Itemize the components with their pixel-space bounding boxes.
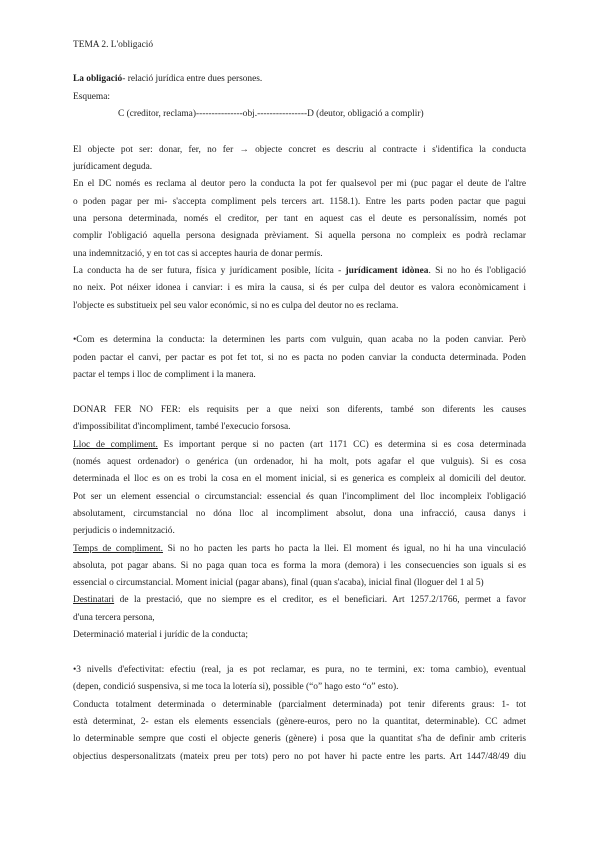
- paragraph-line: objectius despersonalitzats (mateix preu per tots) pero no pot haver hi pacte entre les parts. Art 1447/48/49 diu: [73, 752, 526, 762]
- definition-text: - relació jurídica entre dues persones.: [122, 74, 263, 84]
- paragraph-line: d'una tercera persona,: [73, 613, 155, 623]
- temps-heading-line: [73, 541, 526, 558]
- idonea-lead: La conducta ha de ser futura, física y jurídicament posible, lícita -: [73, 266, 346, 276]
- paragraph-line: •Com es determina la conducta: la determinen les parts com vulguin, quan acaba no la poden canviar. Però: [73, 335, 526, 345]
- paragraph-line: pactar el temps i lloc de compliment i la manera.: [73, 370, 256, 380]
- paragraph-line: absolutament, circumstancial no dóna lloc al incompliment absolut, dona una infracció, causa danys i: [73, 509, 526, 519]
- paragraph-line: Pot ser un element essencial o circumstancial: essencial és quan l'incompliment del lloc incompleix l'obligació: [73, 492, 526, 502]
- definition-term: La obligació: [73, 74, 123, 84]
- paragraph-line: essencial o circumstancial. Moment inicial (pagar abans), final (quan s'acaba), inicial final (lloguer del 1 al 5): [73, 578, 484, 588]
- paragraph-line: El objecte pot ser: donar, fer, no fer → objecte concret es descriu al contracte i s'identifica la conducta: [73, 145, 526, 155]
- paragraph-line: Conducta totalment determinada o determinable (parcialment determinada) pot tenir diferents graus: 1- tot: [73, 700, 526, 710]
- destinatari-intro: de la prestació, que no siempre es el creditor, es el beneficiari. Art 1257.2/1766, permet a favor: [114, 595, 526, 605]
- paragraph-line: complir l'obligació aquella persona designada prèviament. Si aquella persona no compleix es podrà reclamar: [73, 231, 526, 241]
- idonea-tail: . Si no ho és l'obligació: [428, 266, 526, 276]
- paragraph-line: (només aquest ordenador) o genérica (un ordenador, hi ha molt, pots agafar el que vulguis). Si es cosa: [73, 457, 526, 467]
- temps-intro: Si no ho pacten les parts ho pacta la llei. El moment és igual, no hi ha una vinculació: [163, 544, 526, 554]
- paragraph-line: En el DC només es reclama al deutor pero la conducta la pot fer qualsevol per mi (puc pagar el deute de l'altre: [73, 179, 526, 189]
- paragraph-line: poden pactar el canvi, per pactar es pot fet tot, si no es pacta no poden canviar la conducta determinada. Poden: [73, 353, 526, 363]
- destinatari-title: Destinatari: [73, 595, 115, 605]
- paragraph-line: DONAR FER NO FER: els requisits per a que neixi son diferents, també son diferents les causes: [73, 405, 526, 415]
- paragraph-line: no neix. Pot néixer idonea i canviar: i es mira la causa, si és per culpa del deutor es valora econòmicament i: [73, 283, 526, 293]
- paragraph-line: una indemnització, y en tot cas si acceptes hauria de donar permís.: [73, 249, 323, 259]
- idonea-term: jurídicament idònea: [345, 266, 429, 276]
- paragraph-line: determinada el lloc es on es trobi la cosa en el moment inicial, si es generica es compleix al domicili del deutor.: [73, 474, 526, 484]
- paragraph-line: l'objecte es substitueix pel seu valor económic, si no es culpa del deutor no es reclama.: [73, 301, 399, 311]
- paragraph-line: absoluta, pot pagar abans. Si no paga quan toca es forma la mora (demora) i les consecuencies son iguals si es: [73, 561, 526, 571]
- schema-line: C (creditor, reclama)---------------obj.----------------D (deutor, obligació a complir): [118, 109, 424, 119]
- paragraph-line: està determinat, 2- estan els elements essencials (gènere-euros, pero no la quantitat, determinable). CC admet: [73, 717, 526, 727]
- paragraph-line: una persona determinada, només el creditor, per tant en aquest cas el deute es personalíssim, només pot: [73, 214, 526, 224]
- paragraph-line: perjudicis o indemnització.: [73, 526, 175, 536]
- paragraph-line: (depen, condició suspensiva, si me toca la lotería si), possible (“o” hago esto “o” esto).: [73, 682, 399, 692]
- paragraph-line: •3 nivells d'efectivitat: efectiu (real, ja es pot reclamar, es pura, no te termini, ex: toma cambio), eventual: [73, 665, 526, 675]
- paragraph-line: d'impossibilitat d'incompliment, també l'execucio forsosa.: [73, 422, 291, 432]
- lloc-intro: Es important perque si no pacten (art 1171 CC) es determina si es cosa determinada: [157, 440, 526, 450]
- temps-title: Temps de compliment.: [73, 544, 163, 554]
- paragraph-line: o poden pagar per mi- s'accepta compliment pels tercers art. 1158.1). Entre les parts poden pactar que pagui: [73, 197, 526, 207]
- paragraph-line: Determinació material i jurídic de la conducta;: [73, 630, 248, 640]
- destinatari-heading-line: [73, 592, 526, 609]
- page-title: TEMA 2. L'obligació: [73, 40, 154, 50]
- schema-label: Esquema:: [73, 92, 110, 102]
- definition-line: [73, 71, 526, 88]
- paragraph-line: [73, 263, 526, 280]
- lloc-title: Lloc de compliment.: [73, 440, 158, 450]
- paragraph-line: lo determinable sempre que costi el objecte generis (gènere) i posa que la quantitat s'ha de definir amb criteris: [73, 734, 526, 744]
- lloc-heading-line: [73, 437, 526, 454]
- paragraph-line: jurídicament deguda.: [73, 162, 153, 172]
